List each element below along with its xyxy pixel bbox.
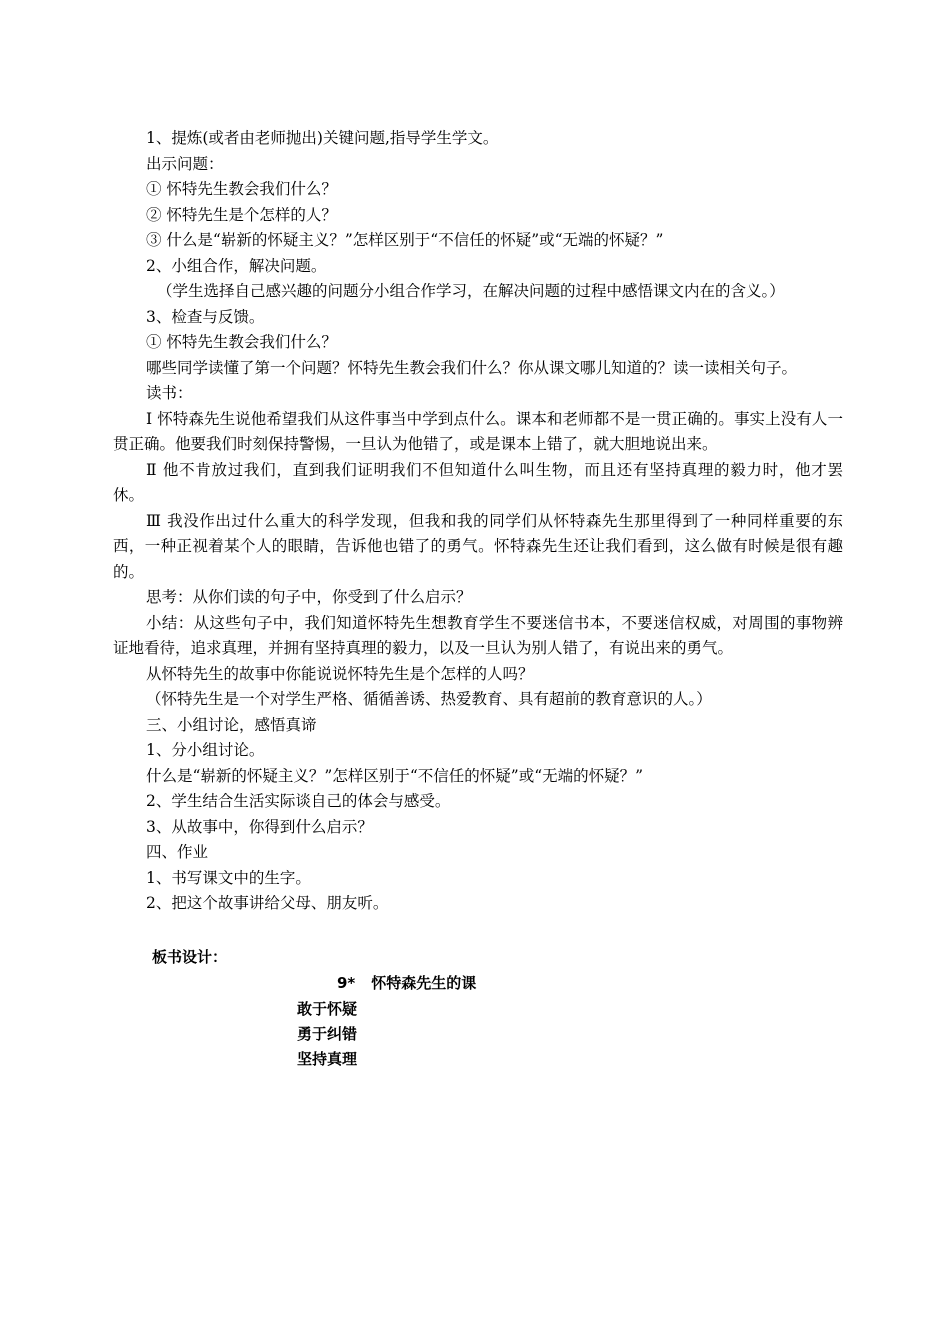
step-3-heading: 3、检查与反馈。 [146,307,265,326]
homework-2: 2、把这个故事讲给父母、朋友听。 [146,894,389,912]
section-4-heading: 四、作业 [146,843,209,861]
question-3: ③ 什么是“崭新的怀疑主义？”怎样区别于“不信任的怀疑”或“无端的怀疑？” [146,231,664,249]
board-item-correct-errors: 勇于纠错 [297,1025,358,1043]
lesson-number: 9* [337,974,356,992]
discussion-step-3: 3、从故事中，你得到什么启示？ [146,817,373,836]
section-3-heading: 三、小组讨论，感悟真谛 [146,715,317,734]
reading-passage-3: Ⅲ 我没作出过什么重大的科学发现，但我和我的同学们从怀特森先生那里得到了一种同样重要的东西，一种正视着某个人的眼睛，告诉他也错了的勇气。怀特森先生还让我们看到，这么做有时候是很有趣的。 [113,511,843,581]
review-prompt: 哪些同学读懂了第一个问题？怀特先生教会我们什么？你从课文哪儿知道的？读一读相关句子。 [146,358,798,377]
step-1-heading: 1、提炼(或者由老师抛出)关键问题,指导学生学文。 [146,129,499,147]
discussion-step-1: 1、分小组讨论。 [146,741,265,759]
board-item-uphold-truth: 坚持真理 [297,1050,358,1068]
review-question-1: ① 怀特先生教会我们什么？ [146,333,337,351]
reflection-question: 思考：从你们读的句子中，你受到了什么启示？ [146,588,472,606]
reading-passage-2: Ⅱ 他不肯放过我们，直到我们证明我们不但知道什么叫生物，而且还有坚持真理的毅力时，他才罢休。 [113,460,843,504]
reading-label: 读书： [146,384,193,402]
lesson-plan-body [113,126,843,917]
question-2: ② 怀特先生是个怎样的人？ [146,205,337,224]
homework-1: 1、书写课文中的生字。 [146,868,311,887]
step-2-heading: 2、小组合作，解决问题。 [146,256,327,275]
character-question: 从怀特先生的故事中你能说说怀特先生是个怎样的人吗？ [146,664,534,683]
summary-paragraph: 小结：从这些句子中，我们知道怀特先生想教育学生不要迷信书本，不要迷信权威，对周围的事物辨证地看待，追求真理，并拥有坚持真理的毅力，以及一旦认为别人错了，有说出来的勇气。 [113,613,843,657]
board-item-dare-to-doubt: 敢于怀疑 [297,1000,358,1018]
reading-passage-1: Ⅰ 怀特森先生说他希望我们从这件事当中学到点什么。课本和老师都不是一贯正确的。事实上没有人一贯正确。他要我们时刻保持警惕，一旦认为他错了，或是课本上错了，就大胆地说出来。 [113,409,843,453]
group-work-note: （学生选择自己感兴趣的问题分小组合作学习，在解决问题的过程中感悟课文内在的含义。） [157,282,785,300]
board-label: 板书设计： [152,948,228,966]
discussion-question: 什么是“崭新的怀疑主义？”怎样区别于“不信任的怀疑”或“无端的怀疑？” [146,766,644,785]
question-1: ① 怀特先生教会我们什么？ [146,180,337,198]
board-title-line [337,972,476,993]
discussion-step-2: 2、学生结合生活实际谈自己的体会与感受。 [146,792,451,810]
show-questions-label: 出示问题： [146,154,224,173]
character-answer: （怀特先生是一个对学生严格、循循善诱、热爱教育、具有超前的教育意识的人。） [146,690,712,708]
lesson-title: 怀特森先生的课 [371,974,477,992]
